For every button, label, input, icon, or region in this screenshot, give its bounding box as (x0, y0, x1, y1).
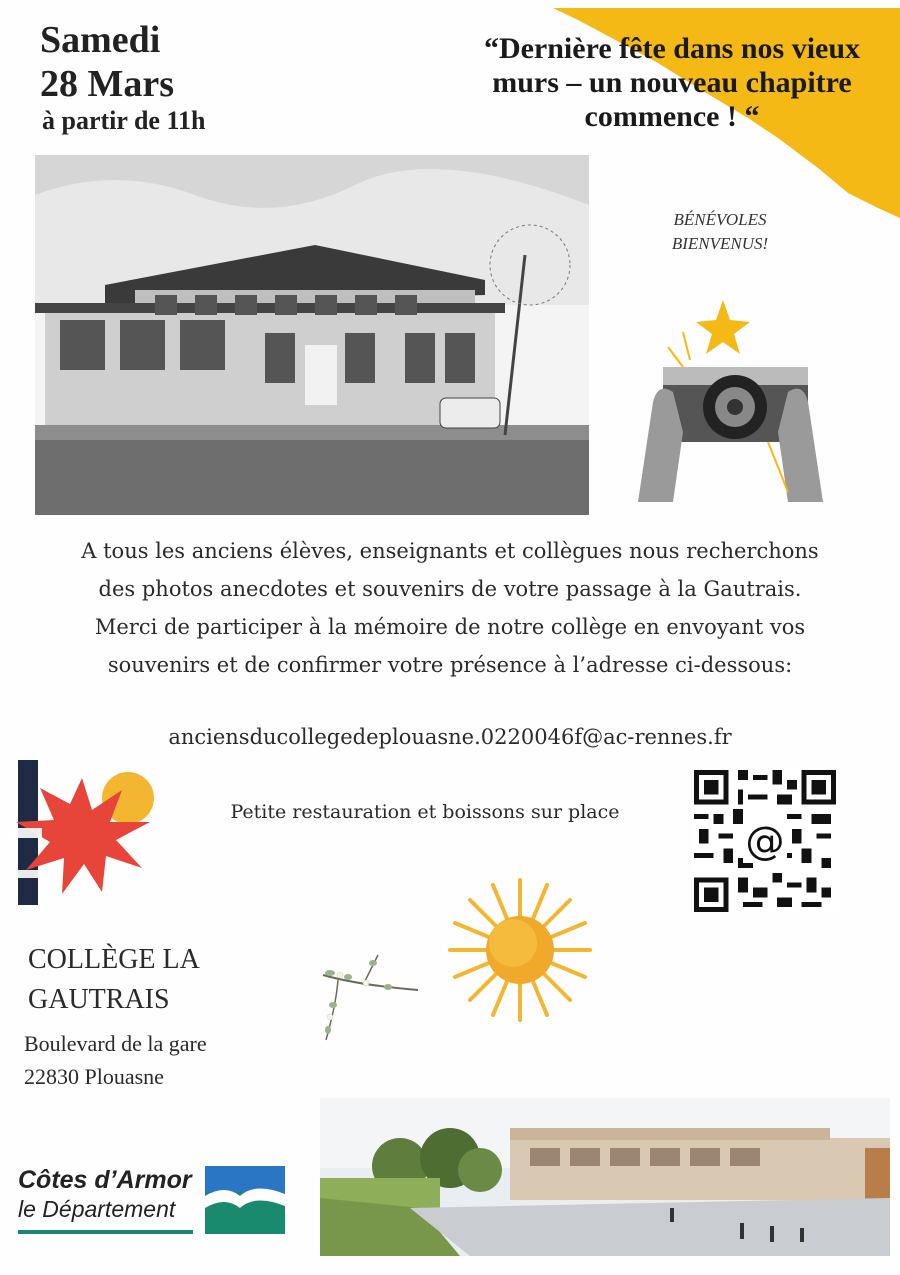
intro-line-1: A tous les anciens élèves, enseignants et collègues nous recherchons (81, 539, 819, 563)
event-date: 28 Mars (40, 63, 175, 105)
volunteers-note (640, 208, 800, 256)
event-time: à partir de 11h (42, 106, 206, 135)
department-logo-line2: le Département (18, 1196, 176, 1222)
old-college-building-image (35, 155, 589, 515)
college-name-line1: COLLÈGE LA (28, 944, 200, 975)
new-college-building-image (320, 1098, 890, 1256)
address-city: 22830 Plouasne (24, 1064, 164, 1089)
intro-line-3: Merci de participer à la mémoire de notre collège en envoyant vos (94, 615, 806, 639)
starburst-icon (10, 760, 160, 910)
flowering-branch-icon (318, 945, 423, 1050)
department-logo-line1: Côtes d’Armor (18, 1166, 192, 1194)
event-quote: “Dernière fête dans nos vieux murs – un nouveau chapitre commence ! “ (483, 32, 861, 133)
food-drinks-note: Petite restauration et boissons sur place (230, 801, 620, 823)
intro-line-2: des photos anecdotes et souvenirs de votre passage à la Gautrais. (98, 577, 802, 601)
sun-icon (445, 875, 595, 1025)
camera-hands-icon (628, 292, 833, 507)
volunteers-line2: BIENVENUS! (671, 234, 769, 253)
volunteers-line1: BÉNÉVOLES (673, 210, 767, 229)
intro-line-4: souvenirs et de confirmer votre présence à l’adresse ci-dessous: (107, 653, 793, 677)
svg-text:@: @ (745, 819, 785, 865)
contact-email[interactable]: anciensducollegedeplouasne.0220046f@ac-rennes.fr (168, 725, 732, 749)
intro-paragraph (10, 532, 890, 684)
event-day: Samedi (40, 19, 161, 61)
college-address (24, 1027, 207, 1093)
college-name-line2: GAUTRAIS (28, 984, 170, 1015)
address-street: Boulevard de la gare (24, 1031, 207, 1056)
qr-code-icon[interactable] (694, 770, 836, 912)
college-name (28, 940, 200, 1020)
logo-underline (18, 1230, 193, 1234)
department-logo-icon (205, 1166, 285, 1234)
